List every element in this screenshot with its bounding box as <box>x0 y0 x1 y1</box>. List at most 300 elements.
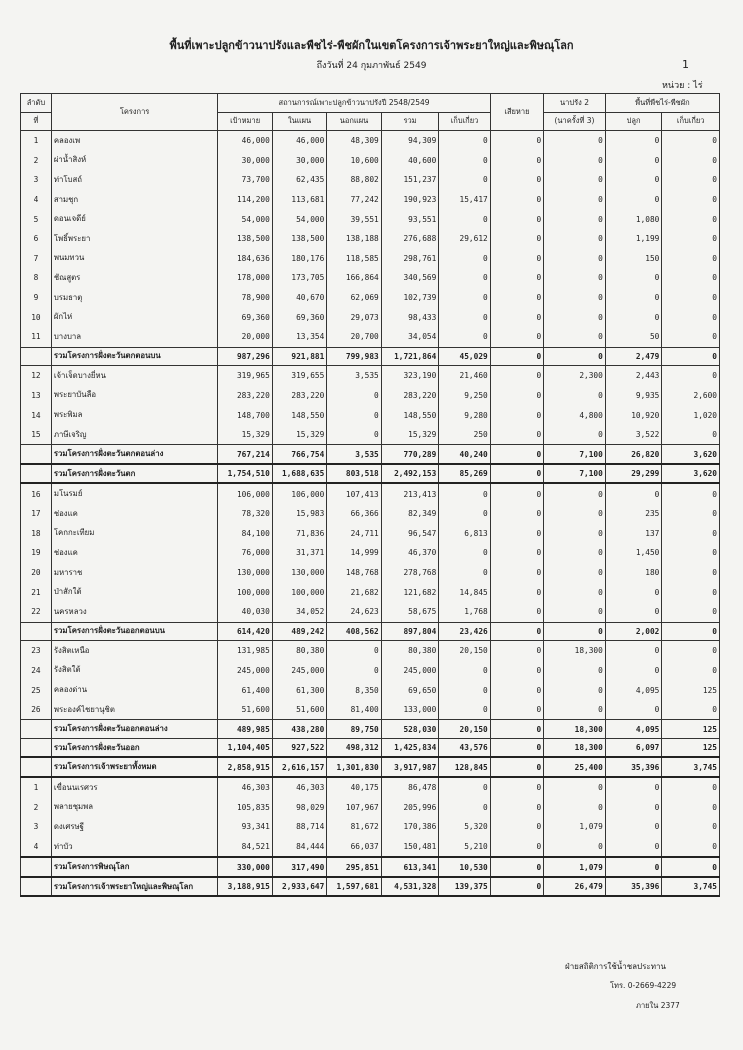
second-rice-cell: 0 <box>544 661 606 681</box>
damaged-cell: 0 <box>490 661 543 681</box>
total-cell: 96,547 <box>381 524 439 544</box>
damaged-cell: 0 <box>490 857 543 877</box>
second-rice-cell: 0 <box>544 504 606 524</box>
target-cell: 84,521 <box>218 837 272 858</box>
damaged-cell: 0 <box>490 602 543 622</box>
project-name: นครหลวง <box>51 602 218 622</box>
damaged-cell: 0 <box>490 190 543 210</box>
field-harvest-cell: 0 <box>662 817 720 837</box>
row-number: 6 <box>21 229 52 249</box>
field-planted-cell: 0 <box>605 777 662 798</box>
table-row <box>21 582 720 602</box>
damaged-cell: 0 <box>490 209 543 229</box>
field-harvest-cell: 0 <box>662 327 720 347</box>
target-cell: 61,400 <box>218 680 272 700</box>
row-number <box>21 347 52 366</box>
total-cell: 80,380 <box>381 641 439 661</box>
second-rice-cell: 0 <box>544 777 606 798</box>
total-cell: 94,309 <box>381 131 439 151</box>
row-number <box>21 857 52 877</box>
table-row <box>21 405 720 425</box>
second-rice-cell: 0 <box>544 563 606 583</box>
second-rice-cell: 0 <box>544 249 606 269</box>
col-field-group-header: พื้นที่พืชไร่-พืชผัก <box>605 94 719 113</box>
harvested-cell: 128,845 <box>439 757 490 777</box>
damaged-cell: 0 <box>490 151 543 171</box>
table-row <box>21 209 720 229</box>
in-plan-cell: 148,550 <box>272 405 326 425</box>
field-planted-cell: 0 <box>605 817 662 837</box>
off-plan-cell: 77,242 <box>327 190 381 210</box>
field-harvest-cell: 0 <box>662 504 720 524</box>
table-row <box>21 386 720 406</box>
target-cell: 15,329 <box>218 425 272 445</box>
total-row <box>21 877 720 897</box>
row-number: 11 <box>21 327 52 347</box>
target-cell: 20,000 <box>218 327 272 347</box>
damaged-cell: 0 <box>490 347 543 366</box>
field-harvest-cell: 0 <box>662 131 720 151</box>
table-row <box>21 837 720 858</box>
off-plan-cell: 408,562 <box>327 622 381 641</box>
row-number: 12 <box>21 366 52 386</box>
target-cell: 1,104,405 <box>218 738 272 757</box>
target-cell: 767,214 <box>218 445 272 464</box>
col-field-harvest-header: เก็บเกี่ยว <box>662 112 720 131</box>
total-cell: 170,386 <box>381 817 439 837</box>
second-rice-cell: 4,800 <box>544 405 606 425</box>
field-planted-cell: 1,080 <box>605 209 662 229</box>
in-plan-cell: 13,354 <box>272 327 326 347</box>
row-number: 14 <box>21 405 52 425</box>
project-name: รวมโครงการฝั่งตะวันตกตอนบน <box>51 347 218 366</box>
field-planted-cell: 50 <box>605 327 662 347</box>
second-rice-cell: 0 <box>544 543 606 563</box>
second-rice-cell: 0 <box>544 347 606 366</box>
field-harvest-cell: 3,745 <box>662 877 720 897</box>
col-total-header: รวม <box>381 112 439 131</box>
harvested-cell: 0 <box>439 504 490 524</box>
damaged-cell: 0 <box>490 524 543 544</box>
project-name: รวมโครงการฝั่งตะวันออก <box>51 738 218 757</box>
field-harvest-cell: 0 <box>662 700 720 720</box>
table-row <box>21 327 720 347</box>
project-name: รวมโครงการพิษณุโลก <box>51 857 218 877</box>
harvested-cell: 15,417 <box>439 190 490 210</box>
total-cell: 69,650 <box>381 680 439 700</box>
row-number: 2 <box>21 151 52 171</box>
total-cell: 121,682 <box>381 582 439 602</box>
harvested-cell: 5,210 <box>439 837 490 858</box>
second-rice-cell: 0 <box>544 483 606 504</box>
total-row <box>21 757 720 777</box>
target-cell: 84,100 <box>218 524 272 544</box>
harvested-cell: 0 <box>439 249 490 269</box>
off-plan-cell: 148,768 <box>327 563 381 583</box>
off-plan-cell: 88,802 <box>327 170 381 190</box>
target-cell: 148,700 <box>218 405 272 425</box>
damaged-cell: 0 <box>490 170 543 190</box>
row-number: 3 <box>21 817 52 837</box>
table-row <box>21 524 720 544</box>
in-plan-cell: 180,176 <box>272 249 326 269</box>
row-number: 1 <box>21 131 52 151</box>
field-planted-cell: 0 <box>605 131 662 151</box>
harvested-cell: 0 <box>439 661 490 681</box>
project-name: บางบาล <box>51 327 218 347</box>
in-plan-cell: 30,000 <box>272 151 326 171</box>
field-harvest-cell: 0 <box>662 777 720 798</box>
in-plan-cell: 173,705 <box>272 268 326 288</box>
off-plan-cell: 0 <box>327 661 381 681</box>
off-plan-cell: 40,175 <box>327 777 381 798</box>
row-number: 8 <box>21 268 52 288</box>
harvested-cell: 0 <box>439 563 490 583</box>
harvested-cell: 0 <box>439 543 490 563</box>
second-rice-cell: 0 <box>544 798 606 818</box>
project-name: พลายชุมพล <box>51 798 218 818</box>
row-number: 10 <box>21 307 52 327</box>
in-plan-cell: 319,655 <box>272 366 326 386</box>
total-cell: 4,531,328 <box>381 877 439 897</box>
target-cell: 100,000 <box>218 582 272 602</box>
footer-office: ฝ่ายสถิติการใช้น้ำชลประทาน <box>565 962 666 971</box>
footer-extension: ภายใน 2377 <box>636 1001 680 1010</box>
target-cell: 130,000 <box>218 563 272 583</box>
project-name: โคกกะเทียม <box>51 524 218 544</box>
project-name: มโนรมย์ <box>51 483 218 504</box>
field-planted-cell: 0 <box>605 307 662 327</box>
target-cell: 30,000 <box>218 151 272 171</box>
field-planted-cell: 2,479 <box>605 347 662 366</box>
table-row <box>21 817 720 837</box>
total-cell: 102,739 <box>381 288 439 308</box>
damaged-cell: 0 <box>490 386 543 406</box>
second-rice-cell: 0 <box>544 327 606 347</box>
field-planted-cell: 235 <box>605 504 662 524</box>
project-name: คลองด่าน <box>51 680 218 700</box>
damaged-cell: 0 <box>490 425 543 445</box>
table-row <box>21 700 720 720</box>
project-name: รวมโครงการฝั่งตะวันออกตอนล่าง <box>51 720 218 739</box>
in-plan-cell: 283,220 <box>272 386 326 406</box>
target-cell: 46,303 <box>218 777 272 798</box>
harvested-cell: 0 <box>439 307 490 327</box>
row-number: 20 <box>21 563 52 583</box>
second-rice-cell: 0 <box>544 582 606 602</box>
project-name: ภาษีเจริญ <box>51 425 218 445</box>
in-plan-cell: 438,280 <box>272 720 326 739</box>
total-cell: 15,329 <box>381 425 439 445</box>
row-number: 26 <box>21 700 52 720</box>
row-number: 22 <box>21 602 52 622</box>
row-number <box>21 464 52 484</box>
in-plan-cell: 61,300 <box>272 680 326 700</box>
in-plan-cell: 2,616,157 <box>272 757 326 777</box>
field-planted-cell: 2,002 <box>605 622 662 641</box>
table-row <box>21 307 720 327</box>
project-name: สามชุก <box>51 190 218 210</box>
second-rice-cell: 1,079 <box>544 857 606 877</box>
row-number <box>21 720 52 739</box>
project-name: ดอนเจดีย์ <box>51 209 218 229</box>
project-name: ช่องแค <box>51 504 218 524</box>
in-plan-cell: 54,000 <box>272 209 326 229</box>
row-number: 9 <box>21 288 52 308</box>
damaged-cell: 0 <box>490 563 543 583</box>
target-cell: 184,636 <box>218 249 272 269</box>
field-harvest-cell: 0 <box>662 268 720 288</box>
in-plan-cell: 138,500 <box>272 229 326 249</box>
off-plan-cell: 107,413 <box>327 483 381 504</box>
col-project-header: โครงการ <box>51 94 218 131</box>
field-harvest-cell: 0 <box>662 307 720 327</box>
field-planted-cell: 150 <box>605 249 662 269</box>
target-cell: 40,030 <box>218 602 272 622</box>
harvested-cell: 29,612 <box>439 229 490 249</box>
table-row <box>21 249 720 269</box>
damaged-cell: 0 <box>490 405 543 425</box>
col-damaged-header: เสียหาย <box>490 94 543 131</box>
row-number: 3 <box>21 170 52 190</box>
table-row <box>21 563 720 583</box>
field-harvest-cell: 3,620 <box>662 464 720 484</box>
damaged-cell: 0 <box>490 720 543 739</box>
col-no-header: ลำดับ <box>21 94 52 113</box>
off-plan-cell: 1,301,830 <box>327 757 381 777</box>
harvested-cell: 20,150 <box>439 720 490 739</box>
total-cell: 1,425,834 <box>381 738 439 757</box>
target-cell: 138,500 <box>218 229 272 249</box>
cultivation-table <box>20 93 720 897</box>
field-planted-cell: 3,522 <box>605 425 662 445</box>
target-cell: 78,320 <box>218 504 272 524</box>
in-plan-cell: 40,670 <box>272 288 326 308</box>
field-harvest-cell: 0 <box>662 582 720 602</box>
harvested-cell: 5,320 <box>439 817 490 837</box>
report-date: ถึงวันที่ 24 กุมภาพันธ์ 2549 <box>316 61 427 71</box>
in-plan-cell: 317,490 <box>272 857 326 877</box>
second-rice-cell: 0 <box>544 268 606 288</box>
table-row <box>21 680 720 700</box>
subtotal-row <box>21 622 720 641</box>
harvested-cell: 0 <box>439 680 490 700</box>
field-planted-cell: 0 <box>605 483 662 504</box>
in-plan-cell: 113,681 <box>272 190 326 210</box>
total-cell: 340,569 <box>381 268 439 288</box>
target-cell: 1,754,510 <box>218 464 272 484</box>
row-number: 19 <box>21 543 52 563</box>
field-planted-cell: 1,450 <box>605 543 662 563</box>
in-plan-cell: 34,052 <box>272 602 326 622</box>
table-row <box>21 229 720 249</box>
table-row <box>21 777 720 798</box>
in-plan-cell: 71,836 <box>272 524 326 544</box>
project-name: รังสิตเหนือ <box>51 641 218 661</box>
project-name: ผ่าน้ำสิงห์ <box>51 151 218 171</box>
second-rice-cell: 0 <box>544 307 606 327</box>
target-cell: 54,000 <box>218 209 272 229</box>
total-cell: 34,054 <box>381 327 439 347</box>
damaged-cell: 0 <box>490 504 543 524</box>
off-plan-cell: 48,309 <box>327 131 381 151</box>
col-no-header-2: ที่ <box>21 112 52 131</box>
field-harvest-cell: 0 <box>662 563 720 583</box>
row-number: 17 <box>21 504 52 524</box>
row-number <box>21 738 52 757</box>
second-rice-cell: 18,300 <box>544 720 606 739</box>
off-plan-cell: 0 <box>327 425 381 445</box>
damaged-cell: 0 <box>490 327 543 347</box>
in-plan-cell: 100,000 <box>272 582 326 602</box>
off-plan-cell: 118,585 <box>327 249 381 269</box>
total-cell: 82,349 <box>381 504 439 524</box>
in-plan-cell: 921,881 <box>272 347 326 366</box>
total-cell: 2,492,153 <box>381 464 439 484</box>
second-rice-cell: 0 <box>544 524 606 544</box>
target-cell: 106,000 <box>218 483 272 504</box>
second-rice-cell: 1,079 <box>544 817 606 837</box>
field-planted-cell: 0 <box>605 837 662 858</box>
damaged-cell: 0 <box>490 288 543 308</box>
field-planted-cell: 0 <box>605 661 662 681</box>
field-planted-cell: 0 <box>605 288 662 308</box>
total-cell: 46,370 <box>381 543 439 563</box>
harvested-cell: 0 <box>439 798 490 818</box>
field-harvest-cell: 0 <box>662 543 720 563</box>
total-cell: 150,481 <box>381 837 439 858</box>
second-rice-cell: 0 <box>544 190 606 210</box>
project-name: เจ้าเจ็ดบางยี่หน <box>51 366 218 386</box>
off-plan-cell: 295,851 <box>327 857 381 877</box>
damaged-cell: 0 <box>490 837 543 858</box>
second-rice-cell: 18,300 <box>544 641 606 661</box>
off-plan-cell: 14,999 <box>327 543 381 563</box>
damaged-cell: 0 <box>490 700 543 720</box>
off-plan-cell: 0 <box>327 641 381 661</box>
damaged-cell: 0 <box>490 817 543 837</box>
field-harvest-cell: 2,600 <box>662 386 720 406</box>
damaged-cell: 0 <box>490 543 543 563</box>
table-row <box>21 170 720 190</box>
total-cell: 245,000 <box>381 661 439 681</box>
harvested-cell: 20,150 <box>439 641 490 661</box>
off-plan-cell: 21,682 <box>327 582 381 602</box>
off-plan-cell: 166,864 <box>327 268 381 288</box>
col-second-rice-sub-header: (นาครั้งที่ 3) <box>544 112 606 131</box>
target-cell: 319,965 <box>218 366 272 386</box>
project-name: รวมโครงการฝั่งตะวันออกตอนบน <box>51 622 218 641</box>
col-status-group-header: สถานการณ์เพาะปลูกข้าวนาปรังปี 2548/2549 <box>218 94 490 113</box>
total-cell: 276,688 <box>381 229 439 249</box>
row-number: 5 <box>21 209 52 229</box>
in-plan-cell: 46,000 <box>272 131 326 151</box>
field-planted-cell: 0 <box>605 798 662 818</box>
in-plan-cell: 98,029 <box>272 798 326 818</box>
in-plan-cell: 766,754 <box>272 445 326 464</box>
row-number <box>21 622 52 641</box>
project-name: เขื่อนนเรศวร <box>51 777 218 798</box>
in-plan-cell: 46,303 <box>272 777 326 798</box>
total-cell: 613,341 <box>381 857 439 877</box>
damaged-cell: 0 <box>490 738 543 757</box>
field-planted-cell: 0 <box>605 641 662 661</box>
row-number: 21 <box>21 582 52 602</box>
col-second-rice-header: นาปรัง 2 <box>544 94 606 113</box>
harvested-cell: 0 <box>439 483 490 504</box>
table-row <box>21 661 720 681</box>
total-cell: 897,804 <box>381 622 439 641</box>
table-body <box>21 131 720 897</box>
in-plan-cell: 69,360 <box>272 307 326 327</box>
field-harvest-cell: 0 <box>662 151 720 171</box>
harvested-cell: 21,460 <box>439 366 490 386</box>
row-number <box>21 757 52 777</box>
in-plan-cell: 51,600 <box>272 700 326 720</box>
second-rice-cell: 7,100 <box>544 445 606 464</box>
field-harvest-cell: 0 <box>662 857 720 877</box>
harvested-cell: 9,280 <box>439 405 490 425</box>
in-plan-cell: 88,714 <box>272 817 326 837</box>
project-name: รังสิตใต้ <box>51 661 218 681</box>
off-plan-cell: 107,967 <box>327 798 381 818</box>
harvested-cell: 139,375 <box>439 877 490 897</box>
subtotal-row <box>21 738 720 757</box>
second-rice-cell: 0 <box>544 288 606 308</box>
field-harvest-cell: 0 <box>662 798 720 818</box>
second-rice-cell: 0 <box>544 680 606 700</box>
row-number: 24 <box>21 661 52 681</box>
project-name: ป่าสักใต้ <box>51 582 218 602</box>
in-plan-cell: 2,933,647 <box>272 877 326 897</box>
table-row <box>21 641 720 661</box>
row-number: 1 <box>21 777 52 798</box>
subtotal-row <box>21 445 720 464</box>
second-rice-cell: 18,300 <box>544 738 606 757</box>
project-name: คลองเพ <box>51 131 218 151</box>
off-plan-cell: 138,188 <box>327 229 381 249</box>
off-plan-cell: 20,700 <box>327 327 381 347</box>
total-cell: 93,551 <box>381 209 439 229</box>
off-plan-cell: 89,750 <box>327 720 381 739</box>
field-planted-cell: 137 <box>605 524 662 544</box>
field-planted-cell: 35,396 <box>605 877 662 897</box>
in-plan-cell: 489,242 <box>272 622 326 641</box>
off-plan-cell: 81,672 <box>327 817 381 837</box>
in-plan-cell: 130,000 <box>272 563 326 583</box>
field-planted-cell: 0 <box>605 151 662 171</box>
off-plan-cell: 498,312 <box>327 738 381 757</box>
damaged-cell: 0 <box>490 641 543 661</box>
field-harvest-cell: 0 <box>662 483 720 504</box>
field-planted-cell: 26,820 <box>605 445 662 464</box>
row-number: 25 <box>21 680 52 700</box>
field-planted-cell: 0 <box>605 602 662 622</box>
off-plan-cell: 3,535 <box>327 366 381 386</box>
row-number: 4 <box>21 190 52 210</box>
off-plan-cell: 29,073 <box>327 307 381 327</box>
col-target-header: เป้าหมาย <box>218 112 272 131</box>
target-cell: 131,985 <box>218 641 272 661</box>
damaged-cell: 0 <box>490 464 543 484</box>
damaged-cell: 0 <box>490 229 543 249</box>
field-planted-cell: 9,935 <box>605 386 662 406</box>
off-plan-cell: 10,600 <box>327 151 381 171</box>
target-cell: 76,000 <box>218 543 272 563</box>
off-plan-cell: 803,518 <box>327 464 381 484</box>
target-cell: 78,900 <box>218 288 272 308</box>
harvested-cell: 1,768 <box>439 602 490 622</box>
